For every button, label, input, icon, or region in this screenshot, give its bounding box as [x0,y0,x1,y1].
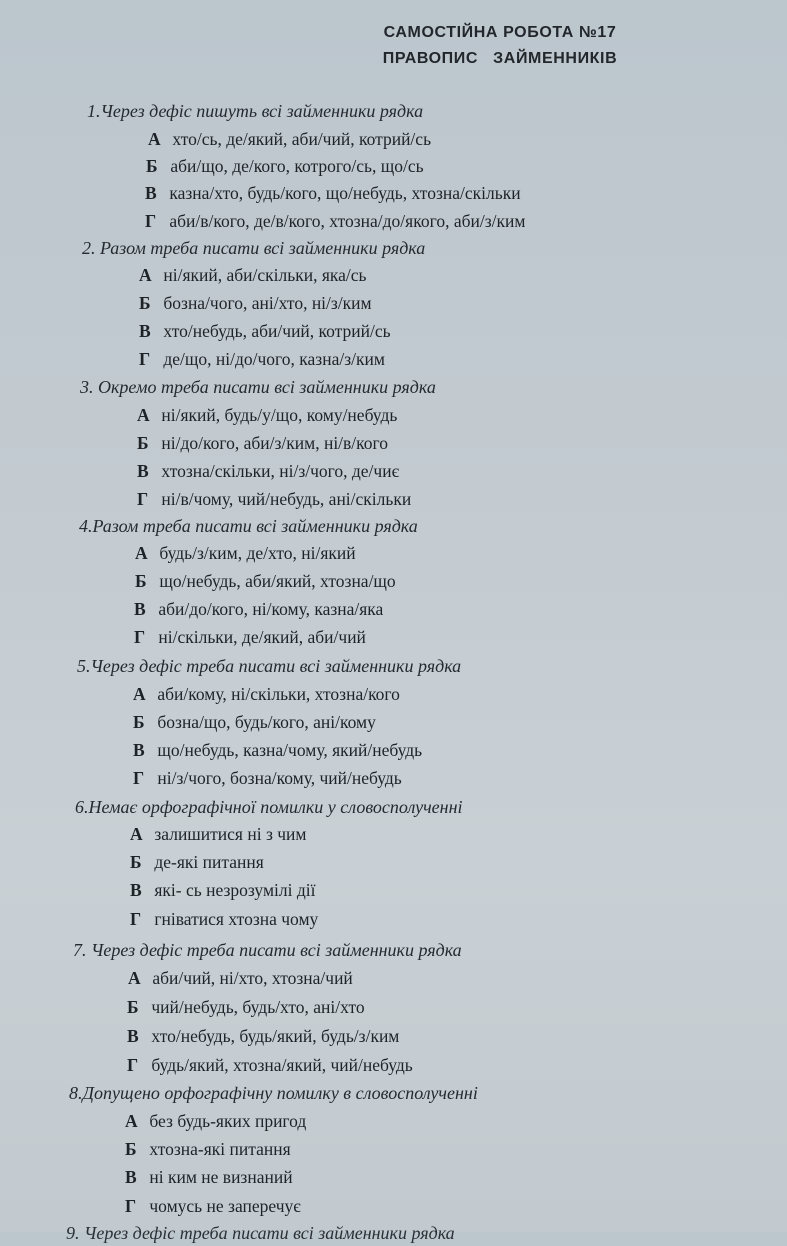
option-letter: А [148,129,161,149]
question-8-option-c [125,1167,293,1188]
option-text: ні/в/чому, чий/небудь, ані/скільки [161,489,412,509]
option-letter: В [130,880,142,900]
question-6-option-b [130,852,264,873]
question-6-option-c [130,880,315,901]
question-8-option-b [125,1139,291,1160]
option-letter: А [135,543,148,563]
option-text: ні ким не визнаний [149,1167,293,1187]
question-1-prompt: 1.Через дефіс пишуть всі займенники рядка [87,101,424,121]
question-5-option-c [133,740,422,761]
question-7-option-d [127,1055,413,1076]
option-letter: Б [125,1139,137,1159]
option-letter: Б [139,293,151,313]
question-1-option-d [145,211,525,232]
option-letter: Б [133,712,145,732]
question-1-option-c [145,183,521,204]
option-text: бозна/чого, ані/хто, ні/з/ким [163,293,372,313]
question-2-option-c [139,321,391,342]
option-letter: Г [134,627,146,647]
option-letter: Г [130,909,142,929]
question-4-option-d [134,627,366,648]
question-1-option-a [148,129,431,150]
option-letter: Г [133,768,145,788]
option-letter: В [134,599,146,619]
option-letter: Б [135,571,147,591]
option-text: аби/кому, ні/скільки, хтозна/кого [157,684,400,704]
option-letter: Г [137,489,149,509]
question-3-option-d [137,489,411,510]
question-8-prompt: 8.Допущено орфографічну помилку в словосполученні [69,1083,478,1103]
option-text: хтозна-які питання [149,1139,291,1159]
question-7-option-b [127,997,365,1018]
option-text: хто/сь, де/який, аби/чий, котрий/сь [172,129,432,149]
option-letter: В [137,461,149,481]
option-text: без будь-яких пригод [149,1111,307,1131]
option-text: аби/чий, ні/хто, хтозна/чий [152,968,353,988]
question-8-option-a [125,1111,306,1132]
option-letter: В [139,321,151,341]
question-4-option-a [135,543,356,564]
option-text: які- сь незрозумілі дії [154,880,316,900]
question-4-prompt: 4.Разом треба писати всі займенники рядка [79,516,418,536]
question-4-option-b [135,571,396,592]
option-letter: Г [127,1055,139,1075]
option-text: що/небудь, казна/чому, який/небудь [157,740,423,760]
option-text: хто/небудь, аби/чий, котрий/сь [163,321,391,341]
option-text: бозна/що, будь/кого, ані/кому [157,712,376,732]
option-text: аби/що, де/кого, котрого/сь, що/сь [170,156,424,176]
option-text: чий/небудь, будь/хто, ані/хто [151,997,365,1017]
option-letter: А [125,1111,138,1131]
question-3-option-c [137,461,399,482]
question-5-option-a [133,684,400,705]
option-letter: А [130,824,143,844]
option-text: хто/небудь, будь/який, будь/з/ким [151,1026,400,1046]
question-4-option-c [134,599,383,620]
option-text: де/що, ні/до/чого, казна/з/ким [163,349,385,369]
option-letter: А [139,265,152,285]
option-text: аби/до/кого, ні/кому, казна/яка [158,599,384,619]
option-letter: А [137,405,150,425]
question-6-option-d [130,909,318,930]
question-5-option-d [133,768,402,789]
option-text: будь/з/ким, де/хто, ні/який [159,543,356,563]
question-2-option-d [139,349,385,370]
option-text: казна/хто, будь/кого, що/небудь, хтозна/скільки [169,183,521,203]
question-3-option-b [137,433,388,454]
question-3-prompt: 3. Окремо треба писати всі займенники рядка [80,377,436,397]
question-7-prompt: 7. Через дефіс треба писати всі займенники рядка [73,940,462,960]
option-text: гніватися хтозна чому [154,909,319,929]
question-1-option-b [146,156,424,177]
question-5-option-b [133,712,376,733]
question-6-prompt: 6.Немає орфографічної помилки у словосполученні [75,797,463,817]
option-text: ні/до/кого, аби/з/ким, ні/в/кого [161,433,389,453]
title-line-1: САМОСТІЙНА РОБОТА №17 [383,24,617,41]
question-7-option-c [127,1026,399,1047]
option-text: будь/який, хтозна/який, чий/небудь [151,1055,413,1075]
option-text: хтозна/скільки, ні/з/чого, де/чиє [161,461,400,481]
option-text: залишитися ні з чим [154,824,307,844]
worksheet-title [300,20,700,72]
question-2-option-b [139,293,372,314]
question-7-option-a [128,968,353,989]
option-letter: Б [137,433,149,453]
option-text: що/небудь, аби/який, хтозна/що [159,571,396,591]
option-letter: А [128,968,141,988]
option-text: ні/який, будь/у/що, кому/небудь [161,405,398,425]
title-line-2: ПРАВОПИС ЗАЙМЕННИКІВ [382,50,618,67]
option-letter: Б [146,156,158,176]
option-letter: А [133,684,146,704]
option-letter: Б [130,852,142,872]
question-8-option-d [125,1196,301,1217]
question-3-option-a [137,405,397,426]
option-text: де-які питання [154,852,264,872]
question-9-prompt-cutoff: 9. Через дефіс треба писати всі займенники рядка [66,1223,455,1243]
option-letter: В [125,1167,137,1187]
option-text: ні/який, аби/скільки, яка/сь [163,265,367,285]
question-2-prompt: 2. Разом треба писати всі займенники рядка [82,238,426,258]
option-letter: Г [145,211,157,231]
option-letter: Г [139,349,151,369]
option-letter: Г [125,1196,137,1216]
option-text: ні/з/чого, бозна/кому, чий/небудь [157,768,402,788]
question-5-prompt: 5.Через дефіс треба писати всі займенники рядка [77,656,462,676]
question-6-option-a [130,824,306,845]
option-text: ні/скільки, де/який, аби/чий [158,627,366,647]
question-2-option-a [139,265,367,286]
option-letter: В [145,183,157,203]
option-letter: В [127,1026,139,1046]
option-letter: В [133,740,145,760]
option-letter: Б [127,997,139,1017]
option-text: чомусь не заперечує [149,1196,301,1216]
option-text: аби/в/кого, де/в/кого, хтозна/до/якого, аби/з/ким [169,211,526,231]
